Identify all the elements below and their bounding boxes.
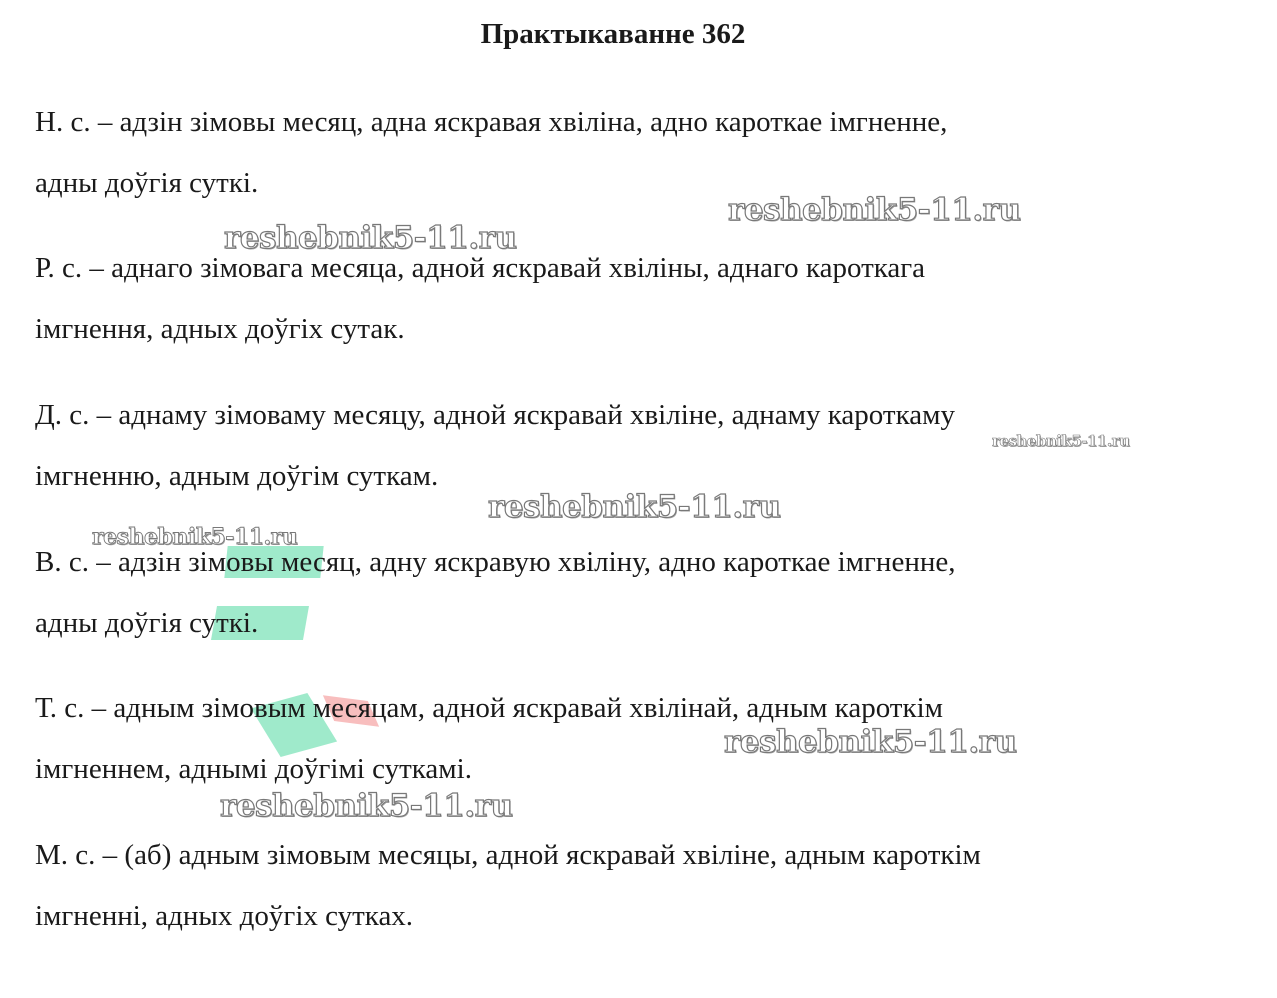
case-genitive-line-2: імгнення, адных доўгіх сутак. [35, 313, 405, 345]
page-title: Практыкаванне 362 [480, 18, 746, 50]
watermark: reshebnik5-11.ru [220, 788, 513, 824]
watermark: reshebnik5-11.ru [92, 524, 298, 550]
case-accusative-line-1: В. с. – адзін зімовы месяц, адну яскравую хвіліну, адно кароткае імгненне, [35, 546, 956, 578]
watermark: reshebnik5-11.ru [992, 432, 1130, 450]
case-locative-line-2: імгненні, адных доўгіх сутках. [35, 900, 414, 932]
case-instrumental-line-2: імгненнем, аднымі доўгімі суткамі. [35, 753, 472, 785]
watermark: reshebnik5-11.ru [728, 192, 1021, 228]
watermark: reshebnik5-11.ru [224, 220, 517, 256]
case-accusative-line-2: адны доўгія суткі. [35, 607, 259, 639]
case-nominative-line-2: адны доўгія суткі. [35, 167, 259, 199]
case-nominative-line-1: Н. с. – адзін зімовы месяц, адна яскравая хвіліна, адно кароткае імгненне, [35, 106, 948, 138]
watermark: reshebnik5-11.ru [488, 489, 781, 525]
watermark: reshebnik5-11.ru [724, 724, 1017, 760]
case-locative-line-1: М. с. – (аб) адным зімовым месяцы, адной яскравай хвіліне, адным кароткім [35, 839, 981, 871]
case-genitive-line-1: Р. с. – аднаго зімовага месяца, адной яскравай хвіліны, аднаго кароткага [35, 252, 926, 284]
case-dative-line-2: імгненню, адным доўгім суткам. [35, 460, 439, 492]
case-instrumental-line-1: Т. с. – адным зімовым месяцам, адной яскравай хвілінай, адным кароткім [35, 692, 943, 724]
case-dative-line-1: Д. с. – аднаму зімоваму месяцу, адной яскравай хвіліне, аднаму кароткаму [35, 399, 955, 431]
